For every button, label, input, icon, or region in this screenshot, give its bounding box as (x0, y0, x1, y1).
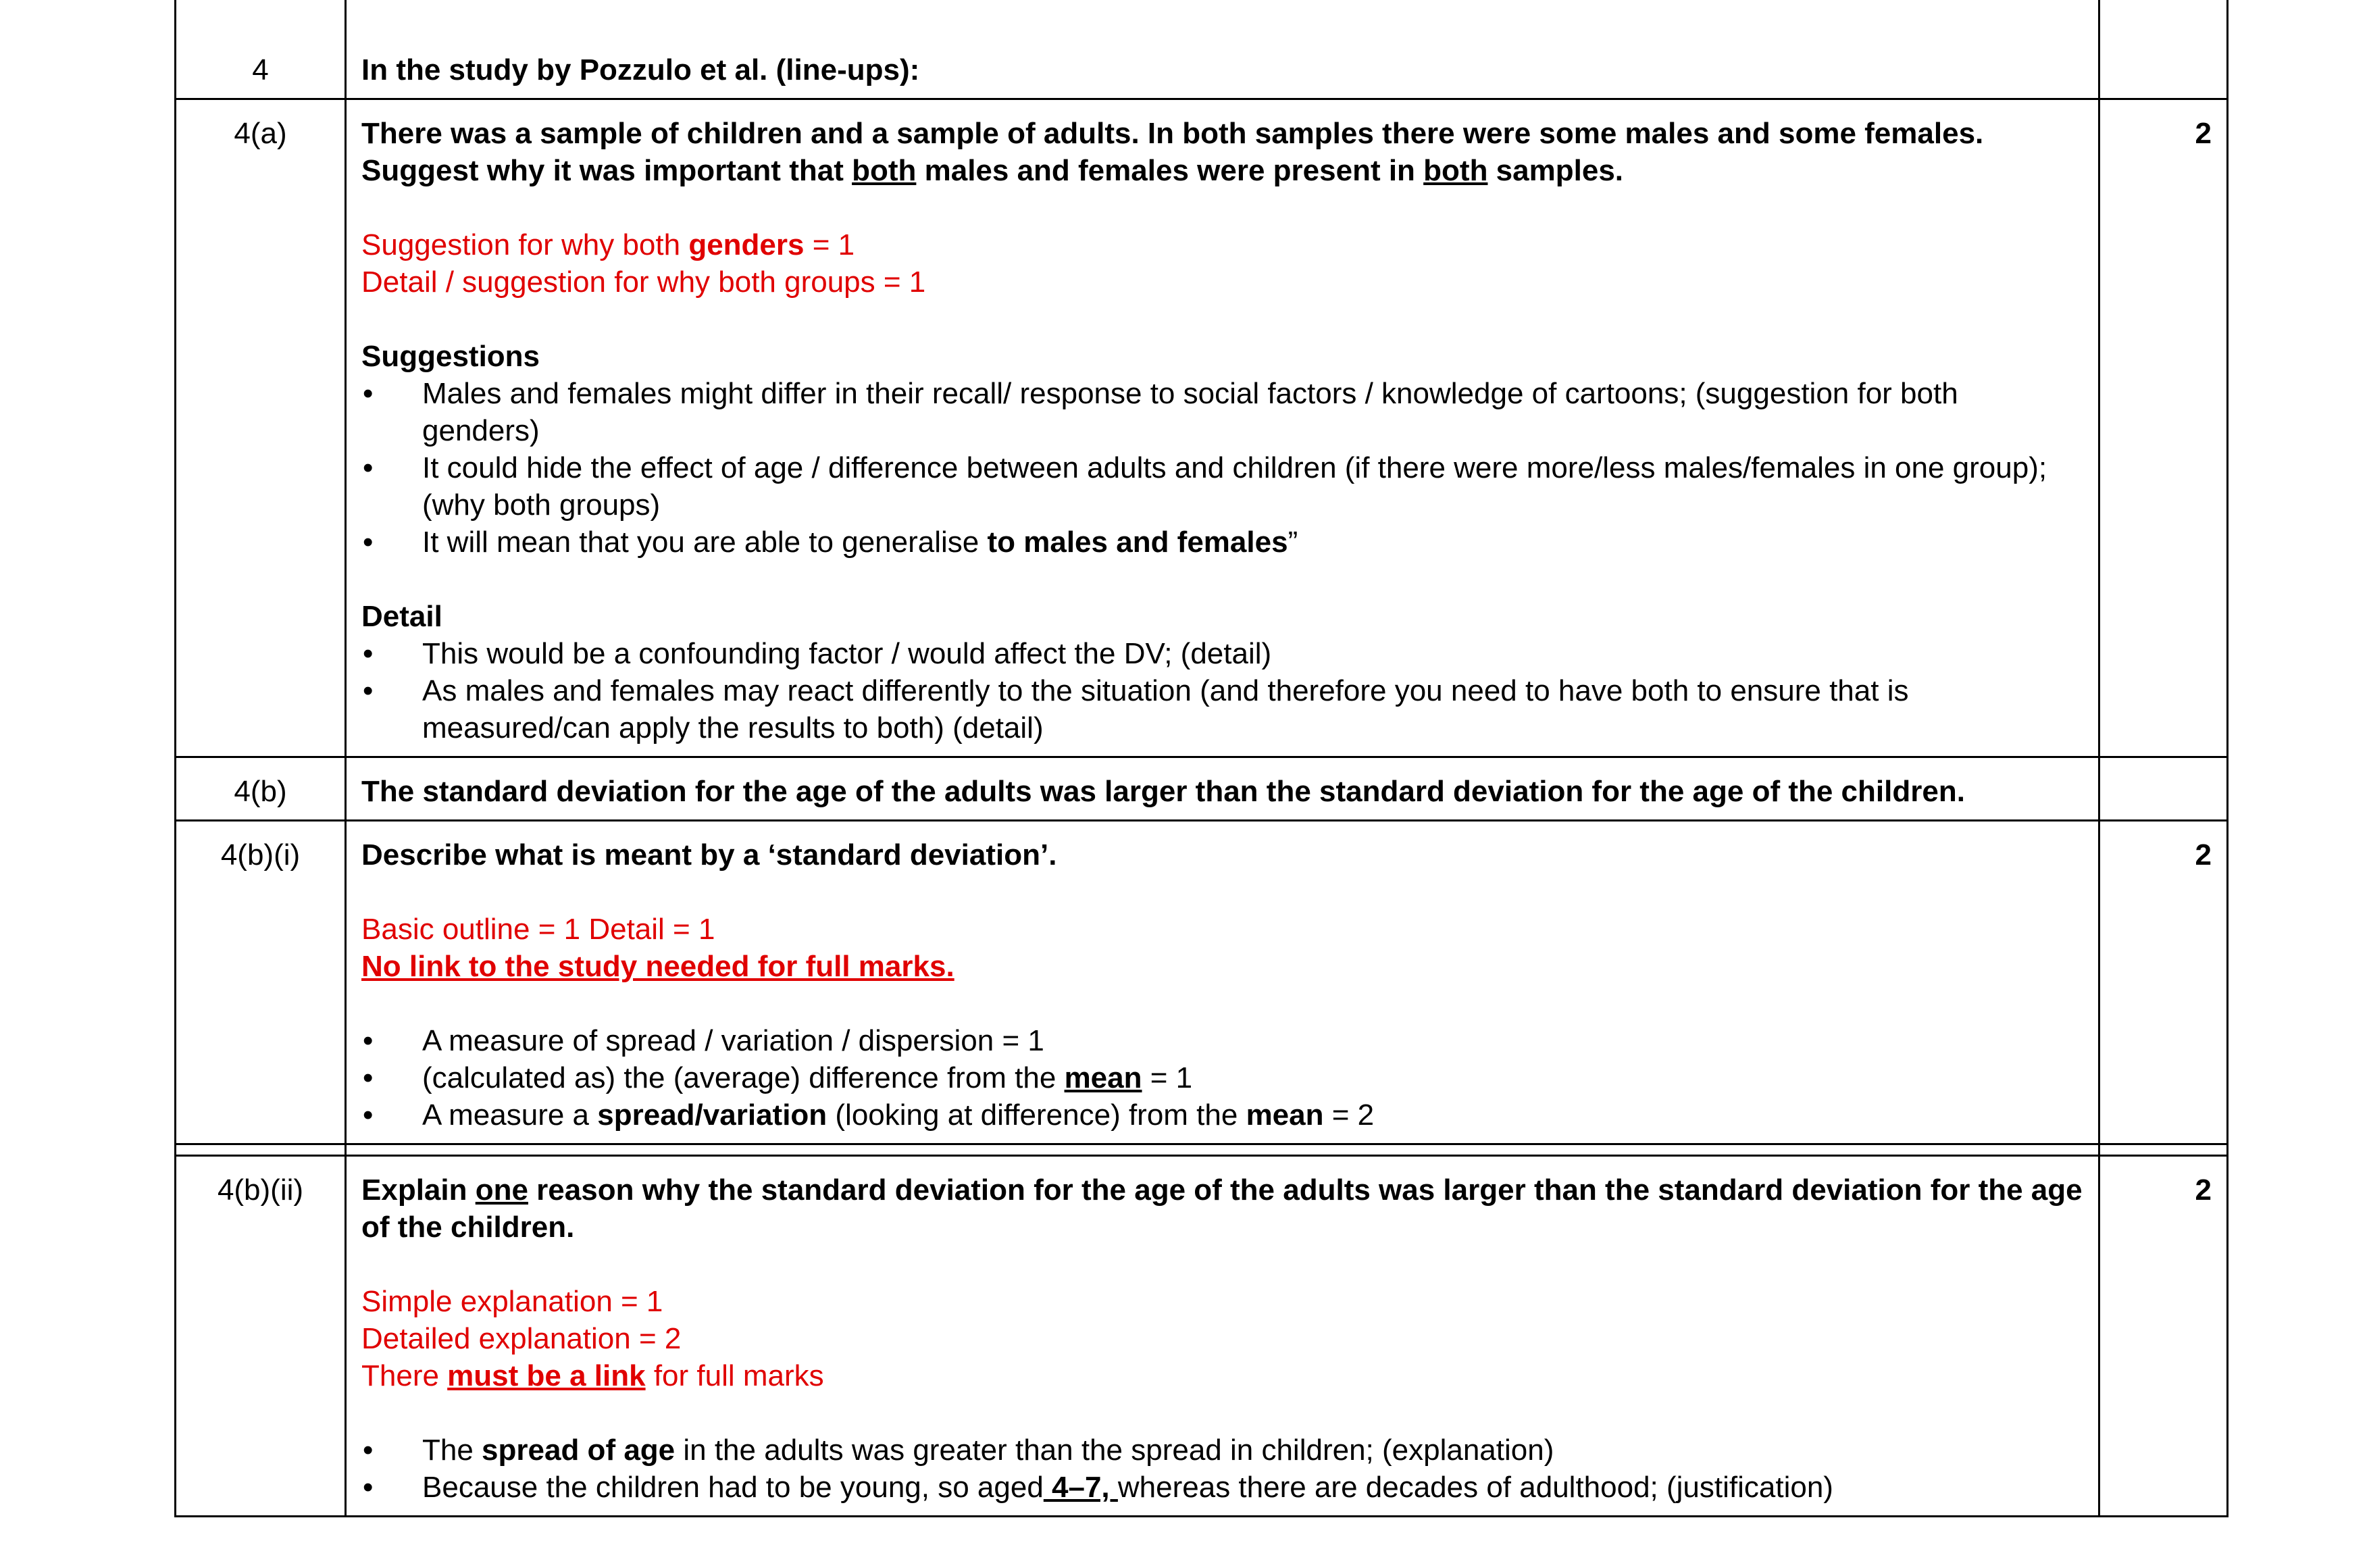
list-item: • The spread of age in the adults was greater than the spread in children; (explanation) (361, 1432, 2083, 1469)
list-item: • As males and females may react differently to the situation (and therefore you need to have both to ensure that is measured/can apply the results to both) (detail) (361, 672, 2083, 747)
row-4bii (176, 1156, 2228, 1517)
answer-points (361, 1022, 2083, 1134)
question-number: 4 (176, 0, 346, 99)
question-stem: In the study by Pozzulo et al. (line-ups): (361, 53, 920, 86)
list-item: • Males and females might differ in their recall/ response to social factors / knowledge of cartoons; (suggestion for both genders) (361, 375, 2083, 449)
marks-cell: 2 (2099, 1156, 2228, 1517)
list-item: • A measure of spread / variation / dispersion = 1 (361, 1022, 2083, 1059)
question-number: 4(b)(ii) (176, 1156, 346, 1517)
question-number: 4(a) (176, 99, 346, 757)
list-item: • A measure a spread/variation (looking at difference) from the mean = 2 (361, 1096, 2083, 1134)
marks-cell: 2 (2099, 99, 2228, 757)
marking-guidance: Basic outline = 1 Detail = 1 No link to the study needed for full marks. (361, 913, 954, 983)
marks-cell: 2 (2099, 821, 2228, 1144)
question-text: There was a sample of children and a sample of adults. In both samples there were some males and some females. Suggest why it was important that both males and females were present in both samples. (361, 117, 1984, 187)
question-text: Describe what is meant by a ‘standard deviation’. (361, 838, 1057, 871)
question-text: Explain one reason why the standard deviation for the age of the adults was larger than the standard deviation for the age of the children. (361, 1173, 2083, 1244)
list-item: • (calculated as) the (average) difference from the mean = 1 (361, 1059, 2083, 1096)
mark-scheme-table (174, 0, 2228, 1517)
question-text: The standard deviation for the age of the adults was larger than the standard deviation for the age of the children. (346, 757, 2099, 821)
marks-cell (2099, 0, 2228, 99)
list-item: • It could hide the effect of age / difference between adults and children (if there were more/less males/females in one group); (why both groups) (361, 449, 2083, 524)
question-number: 4(b) (176, 757, 346, 821)
row-separator (176, 1144, 2228, 1156)
row-4b (176, 757, 2228, 821)
question-body (346, 1156, 2099, 1517)
marking-guidance: Simple explanation = 1 Detailed explanation = 2 There must be a link for full marks (361, 1285, 824, 1392)
answer-points (361, 1432, 2083, 1506)
suggestions-heading: Suggestions (361, 340, 540, 373)
question-body (346, 99, 2099, 757)
detail-list (361, 635, 2083, 747)
list-item: • Because the children had to be young, so aged 4–7, whereas there are decades of adulthood; (justification) (361, 1469, 2083, 1506)
suggestions-list (361, 375, 2083, 561)
marks-cell (2099, 757, 2228, 821)
question-body (346, 821, 2099, 1144)
marking-guidance: Suggestion for why both genders = 1 Detail / suggestion for why both groups = 1 (361, 228, 926, 299)
row-4 (176, 0, 2228, 99)
question-text (346, 0, 2099, 99)
question-number: 4(b)(i) (176, 821, 346, 1144)
list-item: • It will mean that you are able to generalise to males and females” (361, 524, 2083, 561)
detail-heading: Detail (361, 600, 442, 633)
row-4bi (176, 821, 2228, 1144)
row-4a (176, 99, 2228, 757)
list-item: • This would be a confounding factor / would affect the DV; (detail) (361, 635, 2083, 672)
